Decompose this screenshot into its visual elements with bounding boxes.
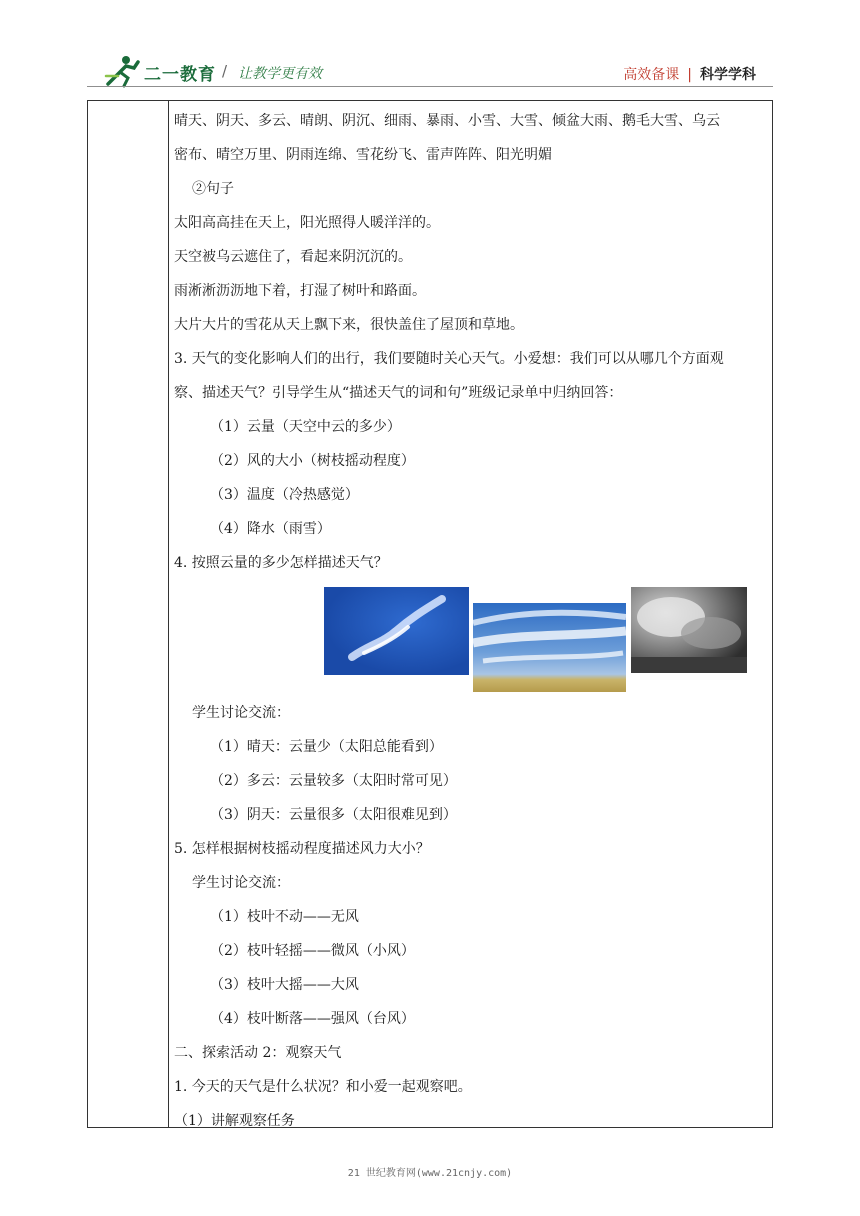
header-divider: | (687, 67, 692, 83)
brand-separator: / (222, 62, 228, 80)
course-label: 高效备课 (623, 67, 680, 83)
discussion-label: 学生讨论交流： (192, 875, 290, 891)
wind-answer-item: （2）枝叶轻摇——微风（小风） (210, 943, 415, 959)
brand-logo (104, 54, 344, 94)
subject-label: 科学学科 (700, 67, 756, 83)
question-5: 5. 怎样根据树枝摇动程度描述风力大小？ (174, 841, 430, 857)
sentences-title: ②句子 (192, 181, 234, 197)
weather-words-line-2: 密布、晴空万里、阴雨连绵、雪花纷飞、雷声阵阵、阳光明媚 (174, 147, 552, 163)
question-4: 4. 按照云量的多少怎样描述天气？ (174, 555, 388, 571)
sentence-item: 雨淅淅沥沥地下着，打湿了树叶和路面。 (174, 283, 426, 299)
thin-cloud-photo (324, 587, 469, 675)
page-header (0, 0, 860, 100)
question-3-line-2: 察、描述天气？引导学生从“描述天气的词和句”班级记录单中归纳回答： (174, 385, 623, 401)
wind-answer-item: （3）枝叶大摇——大风 (210, 977, 359, 993)
partly-cloudy-photo (473, 603, 626, 692)
lesson-table (87, 100, 773, 1128)
sentence-item: 天空被乌云遮住了，看起来阴沉沉的。 (174, 249, 412, 265)
column-divider (168, 101, 169, 1127)
activity-2-heading: 二、探索活动 2：观察天气 (174, 1045, 342, 1061)
brand-slogan: 让教学更有效 (238, 66, 322, 82)
sentence-item: 太阳高高挂在天上，阳光照得人暖洋洋的。 (174, 215, 440, 231)
question-today: 1. 今天的天气是什么状况？和小爱一起观察吧。 (174, 1079, 472, 1095)
aspect-item: （1）云量（天空中云的多少） (210, 419, 401, 435)
cloud-answer-item: （1）晴天：云量少（太阳总能看到） (210, 739, 443, 755)
overcast-photo (631, 587, 747, 673)
runner-logo-icon (104, 54, 142, 88)
header-course-info (623, 64, 756, 84)
discussion-label: 学生讨论交流： (192, 705, 290, 721)
wind-answer-item: （4）枝叶断落——强风（台风） (210, 1011, 415, 1027)
aspect-item: （2）风的大小（树枝摇动程度） (210, 453, 415, 469)
question-3-line-1: 3. 天气的变化影响人们的出行，我们要随时关心天气。小爱想：我们可以从哪几个方面观 (174, 351, 724, 367)
sentence-item: 大片大片的雪花从天上飘下来，很快盖住了屋顶和草地。 (174, 317, 524, 333)
aspect-item: （4）降水（雨雪） (210, 521, 331, 537)
task-item: （1）讲解观察任务 (174, 1113, 295, 1129)
aspect-item: （3）温度（冷热感觉） (210, 487, 359, 503)
wind-answer-item: （1）枝叶不动——无风 (210, 909, 359, 925)
cloud-answer-item: （2）多云：云量较多（太阳时常可见） (210, 773, 457, 789)
cloud-answer-item: （3）阴天：云量很多（太阳很难见到） (210, 807, 457, 823)
weather-words-line-1: 晴天、阴天、多云、晴朗、阴沉、细雨、暴雨、小雪、大雪、倾盆大雨、鹅毛大雪、乌云 (174, 113, 720, 129)
page-footer: 21 世纪教育网(www.21cnjy.com) (347, 1168, 513, 1179)
header-rule (87, 86, 773, 87)
brand-name: 二一教育 (144, 65, 216, 85)
